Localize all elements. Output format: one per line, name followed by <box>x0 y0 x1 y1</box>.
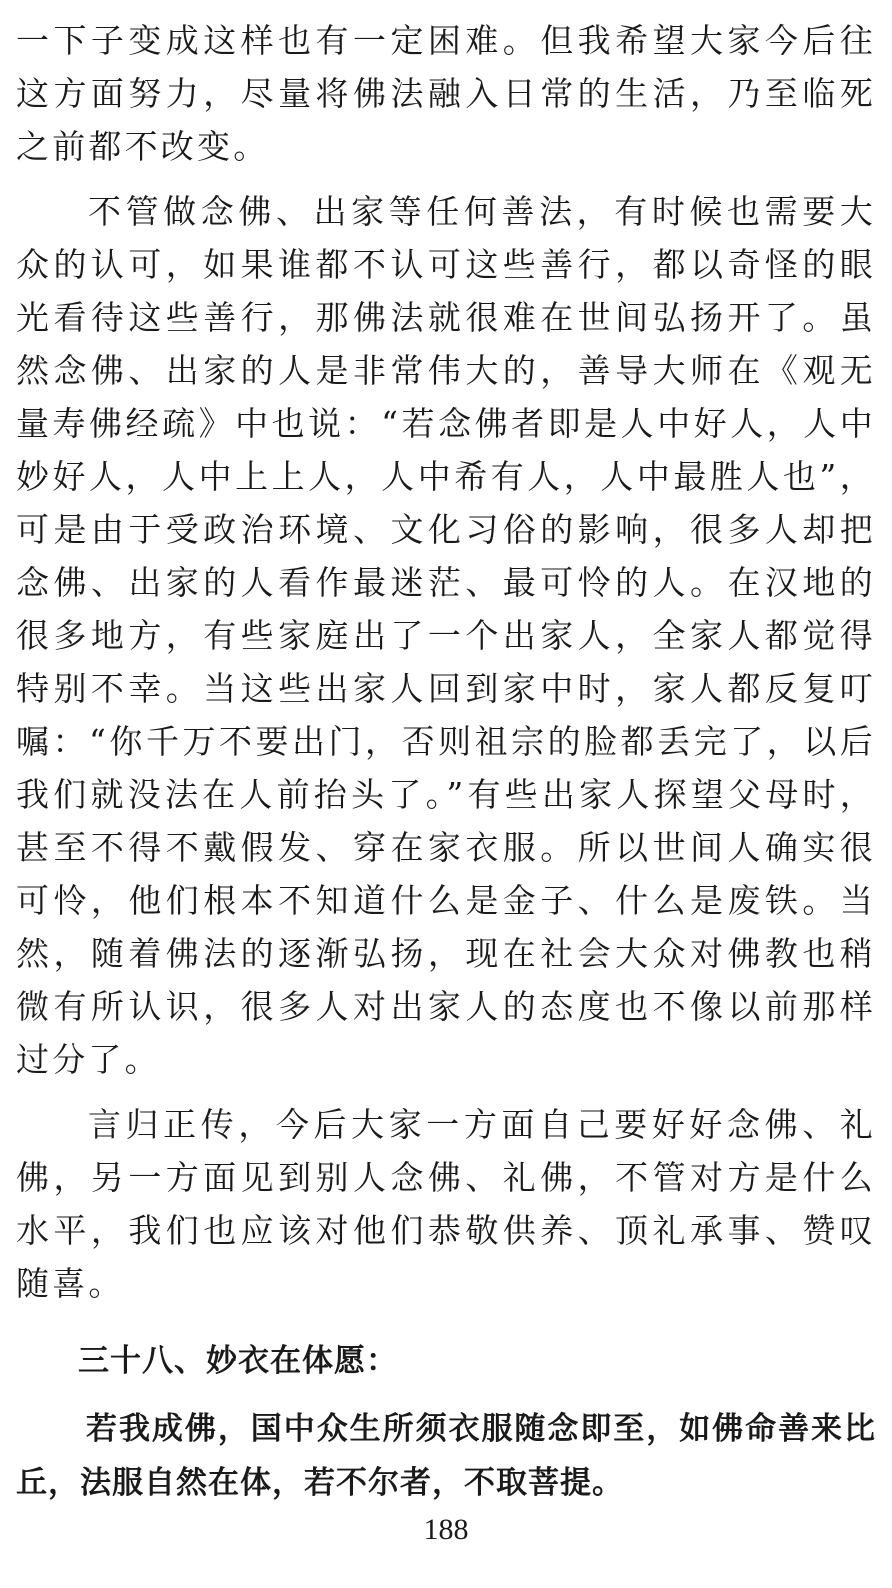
page-body <box>16 14 876 1510</box>
paragraph-1: 一下子变成这样也有一定困难。但我希望大家今后往这方面努力，尽量将佛法融入日常的生活，乃至临死之前都不改变。 <box>16 21 876 166</box>
paragraph-3: 言归正传，今后大家一方面自己要好好念佛、礼佛，另一方面见到别人念佛、礼佛，不管对方是什么水平，我们也应该对他们恭敬供养、顶礼承事、赞叹随喜。 <box>16 1105 876 1303</box>
vow-text: 若我成佛，国中众生所须衣服随念即至，如佛命善来比丘，法服自然在体，若不尔者，不取菩提。 <box>16 1411 876 1501</box>
paragraph-2: 不管做念佛、出家等任何善法，有时候也需要大众的认可，如果谁都不认可这些善行，都以奇怪的眼光看待这些善行，那佛法就很难在世间弘扬开了。虽然念佛、出家的人是非常伟大的，善导大师在《观无量寿佛经疏》中也说：“若念佛者即是人中好人，人中妙好人，人中上上人，人中希有人，人中最胜人也”，可是由于受政治环境、文化习俗的影响，很多人却把念佛、出家的人看作最迷茫、最可怜的人。在汉地的很多地方，有些家庭出了一个出家人，全家人都觉得特别不幸。当这些出家人回到家中时，家人都反复叮嘱：“你千万不要出门，否则祖宗的脸都丢完了，以后我们就没法在人前抬头了。”有些出家人探望父母时，甚至不得不戴假发、穿在家衣服。所以世间人确实很可怜，他们根本不知道什么是金子、什么是废铁。当然，随着佛法的逐渐弘扬，现在社会大众对佛教也稍微有所认识，很多人对出家人的态度也不像以前那样过分了。 <box>16 192 876 1079</box>
section-heading: 三十八、妙衣在体愿： <box>78 1343 398 1379</box>
page-number: 188 <box>423 1513 469 1546</box>
